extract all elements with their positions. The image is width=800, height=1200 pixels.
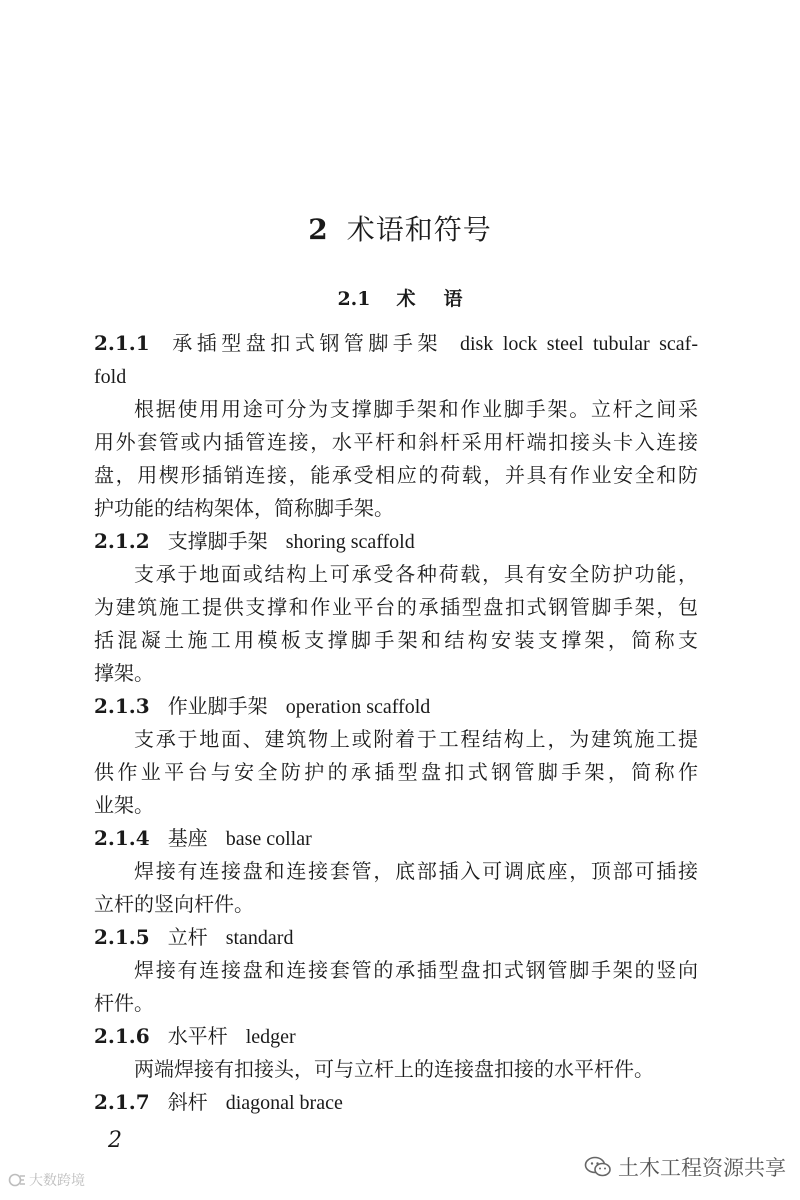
definition-line: 支承于地面、建筑物上或附着于工程结构上，为建筑施工提 <box>134 727 698 751</box>
term-english: operation scaffold <box>285 696 431 718</box>
term-heading <box>94 327 698 360</box>
term-english: disk lock steel tubular scaf- <box>459 333 698 355</box>
term-number: 2.1.5 <box>94 925 150 949</box>
definition-line: 业架。 <box>94 793 154 817</box>
term-number: 2.1.2 <box>94 529 150 553</box>
term-english: ledger <box>245 1026 296 1048</box>
brand-logo-icon <box>8 1173 26 1187</box>
definition-line: 用外套管或内插管连接，水平杆和斜杆采用杆端扣接头卡入连接 <box>94 430 698 454</box>
definition-line: 焊接有连接盘和连接套管的承插型盘扣式钢管脚手架的竖向 <box>134 958 698 982</box>
term-english: shoring scaffold <box>285 531 415 553</box>
term-number: 2.1.6 <box>94 1024 150 1048</box>
section-title-char-2: 语 <box>443 288 463 310</box>
watermark-right <box>584 1152 786 1182</box>
watermark-right-text: 土木工程资源共享 <box>618 1156 786 1180</box>
definition-line: 护功能的结构架体，简称脚手架。 <box>94 496 394 520</box>
term-english-continued: fold <box>94 366 127 388</box>
term-number: 2.1.1 <box>94 331 150 355</box>
term-chinese: 基座 <box>167 826 208 850</box>
term-english: standard <box>225 927 294 949</box>
term-heading <box>94 1020 698 1053</box>
term-heading <box>94 1086 698 1119</box>
terms-body <box>94 327 698 1119</box>
definition-line: 供作业平台与安全防护的承插型盘扣式钢管脚手架，简称作 <box>94 760 698 784</box>
term-heading <box>94 525 698 558</box>
section-number: 2.1 <box>337 288 371 310</box>
term-chinese: 承插型盘扣式钢管脚手架 <box>167 331 442 355</box>
term-english: base collar <box>225 828 312 850</box>
section-title-char-1: 术 <box>396 288 444 310</box>
definition-line: 焊接有连接盘和连接套管，底部插入可调底座，顶部可插接 <box>134 859 698 883</box>
definition-line: 盘，用楔形插销连接，能承受相应的荷载，并具有作业安全和防 <box>94 463 698 487</box>
watermark-left <box>8 1170 85 1190</box>
term-number: 2.1.7 <box>94 1090 150 1114</box>
definition-line: 两端焊接有扣接头，可与立杆上的连接盘扣接的水平杆件。 <box>134 1057 654 1081</box>
chapter-title <box>0 208 800 248</box>
term-chinese: 水平杆 <box>167 1024 228 1048</box>
term-chinese: 立杆 <box>167 925 208 949</box>
term-chinese: 斜杆 <box>167 1090 208 1114</box>
definition-line: 杆件。 <box>94 991 154 1015</box>
chapter-title-text: 术语和符号 <box>346 213 492 246</box>
term-heading-continued <box>94 360 698 393</box>
definition-line: 撑架。 <box>94 661 154 685</box>
wechat-icon <box>584 1156 612 1178</box>
term-chinese: 支撑脚手架 <box>167 529 268 553</box>
term-heading <box>94 822 698 855</box>
definition-line: 为建筑施工提供支撑和作业平台的承插型盘扣式钢管脚手架，包 <box>94 595 698 619</box>
definition-line: 根据使用用途可分为支撑脚手架和作业脚手架。立杆之间采 <box>134 397 698 421</box>
definition-line: 支承于地面或结构上可承受各种荷载，具有安全防护功能， <box>134 562 698 586</box>
definition-line: 括混凝土施工用模板支撑脚手架和结构安装支撑架，简称支 <box>94 628 698 652</box>
term-heading <box>94 690 698 723</box>
term-english: diagonal brace <box>225 1092 343 1114</box>
chapter-number: 2 <box>308 213 329 246</box>
page-number: 2 <box>108 1128 122 1153</box>
section-title <box>0 284 800 311</box>
definition-line: 立杆的竖向杆件。 <box>94 892 254 916</box>
term-heading <box>94 921 698 954</box>
term-number: 2.1.4 <box>94 826 150 850</box>
watermark-left-text: 大数跨境 <box>29 1173 85 1189</box>
term-chinese: 作业脚手架 <box>167 694 268 718</box>
term-number: 2.1.3 <box>94 694 150 718</box>
